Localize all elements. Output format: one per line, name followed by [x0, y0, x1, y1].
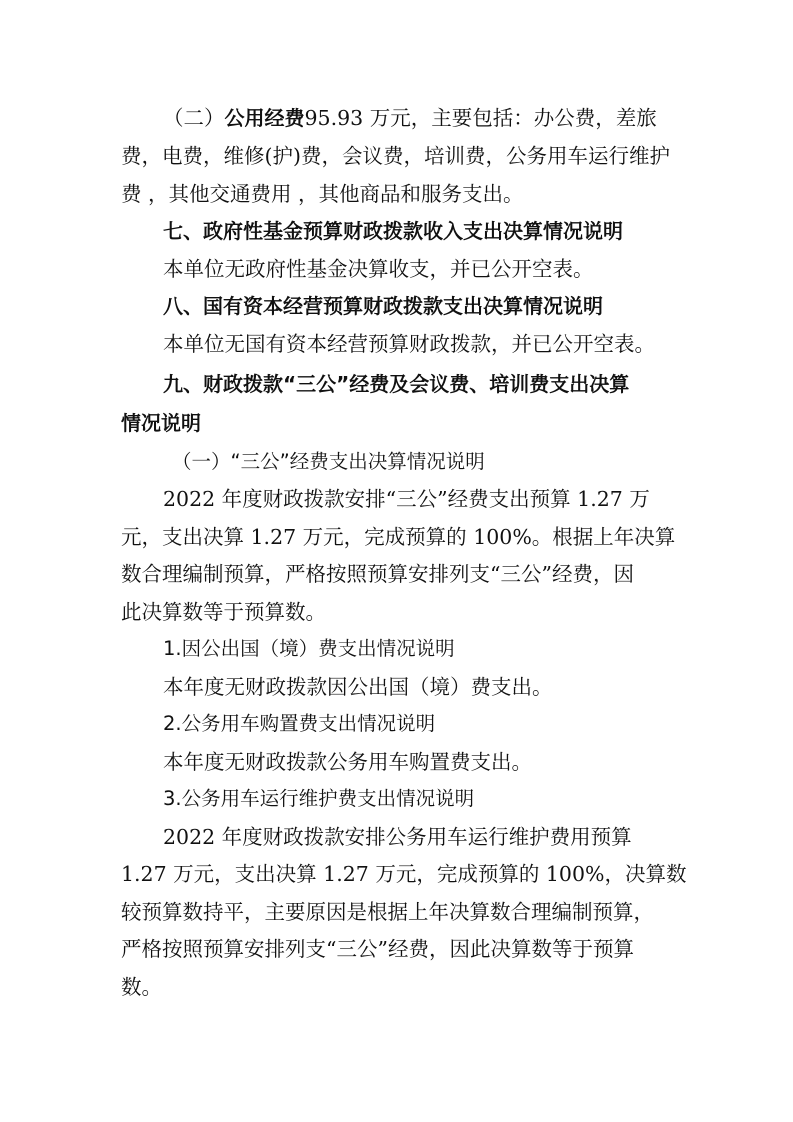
item-3-paragraph-line-2: 1.27 万元，支出决算 1.27 万元，完成预算的 100%，决算数	[121, 862, 687, 886]
gongyong-line-1	[163, 105, 657, 131]
sanggong-paragraph-line-4: 此决算数等于预算数。	[121, 600, 326, 624]
section-seven-body: 本单位无政府性基金决算收支，并已公开空表。	[163, 257, 594, 281]
section-nine-heading-line-1: 九、财政拨款“三公”经费及会议费、培训费支出决算	[163, 372, 630, 396]
item-3-heading: 3.公务用车运行维护费支出情况说明	[163, 787, 475, 810]
sanggong-subheading: （一）“三公”经费支出决算情况说明	[172, 450, 485, 473]
item-2-body: 本年度无财政拨款公务用车购置费支出。	[163, 750, 532, 774]
section-eight-heading: 八、国有资本经营预算财政拨款支出决算情况说明	[163, 294, 603, 318]
gongyong-heading: 公用经费	[224, 106, 305, 130]
item-1-body: 本年度无财政拨款因公出国（境）费支出。	[163, 675, 553, 699]
item-1-heading: 1.因公出国（境）费支出情况说明	[163, 637, 455, 660]
gongyong-line1-rest: 95.93 万元，主要包括：办公费，差旅	[304, 106, 657, 130]
sanggong-paragraph-line-2: 元，支出决算 1.27 万元，完成预算的 100%。根据上年决算	[121, 525, 676, 549]
gongyong-line-2: 费，电费，维修(护)费，会议费，培训费，公务用车运行维护	[121, 144, 670, 168]
item-3-paragraph-line-1: 2022 年度财政拨款安排公务用车运行维护费用预算	[163, 825, 632, 849]
item-3-paragraph-line-5: 数。	[121, 975, 162, 999]
section-nine-heading-line-2: 情况说明	[121, 411, 201, 435]
item-3-paragraph-line-3: 较预算数持平，主要原因是根据上年决算数合理编制预算，	[121, 900, 654, 924]
sanggong-paragraph-line-3: 数合理编制预算，严格按照预算安排列支“三公”经费，因	[121, 562, 634, 586]
gongyong-line-3: 费 ，其他交通费用 ，其他商品和服务支出。	[121, 182, 524, 206]
sanggong-paragraph-line-1: 2022 年度财政拨款安排“三公”经费支出预算 1.27 万	[163, 487, 650, 511]
item-3-paragraph-line-4: 严格按照预算安排列支“三公”经费，因此决算数等于预算	[121, 937, 634, 961]
gongyong-prefix: （二）	[163, 106, 225, 130]
section-seven-heading: 七、政府性基金预算财政拨款收入支出决算情况说明	[163, 219, 623, 243]
section-eight-body: 本单位无国有资本经营预算财政拨款，并已公开空表。	[163, 332, 655, 356]
item-2-heading: 2.公务用车购置费支出情况说明	[163, 712, 436, 735]
